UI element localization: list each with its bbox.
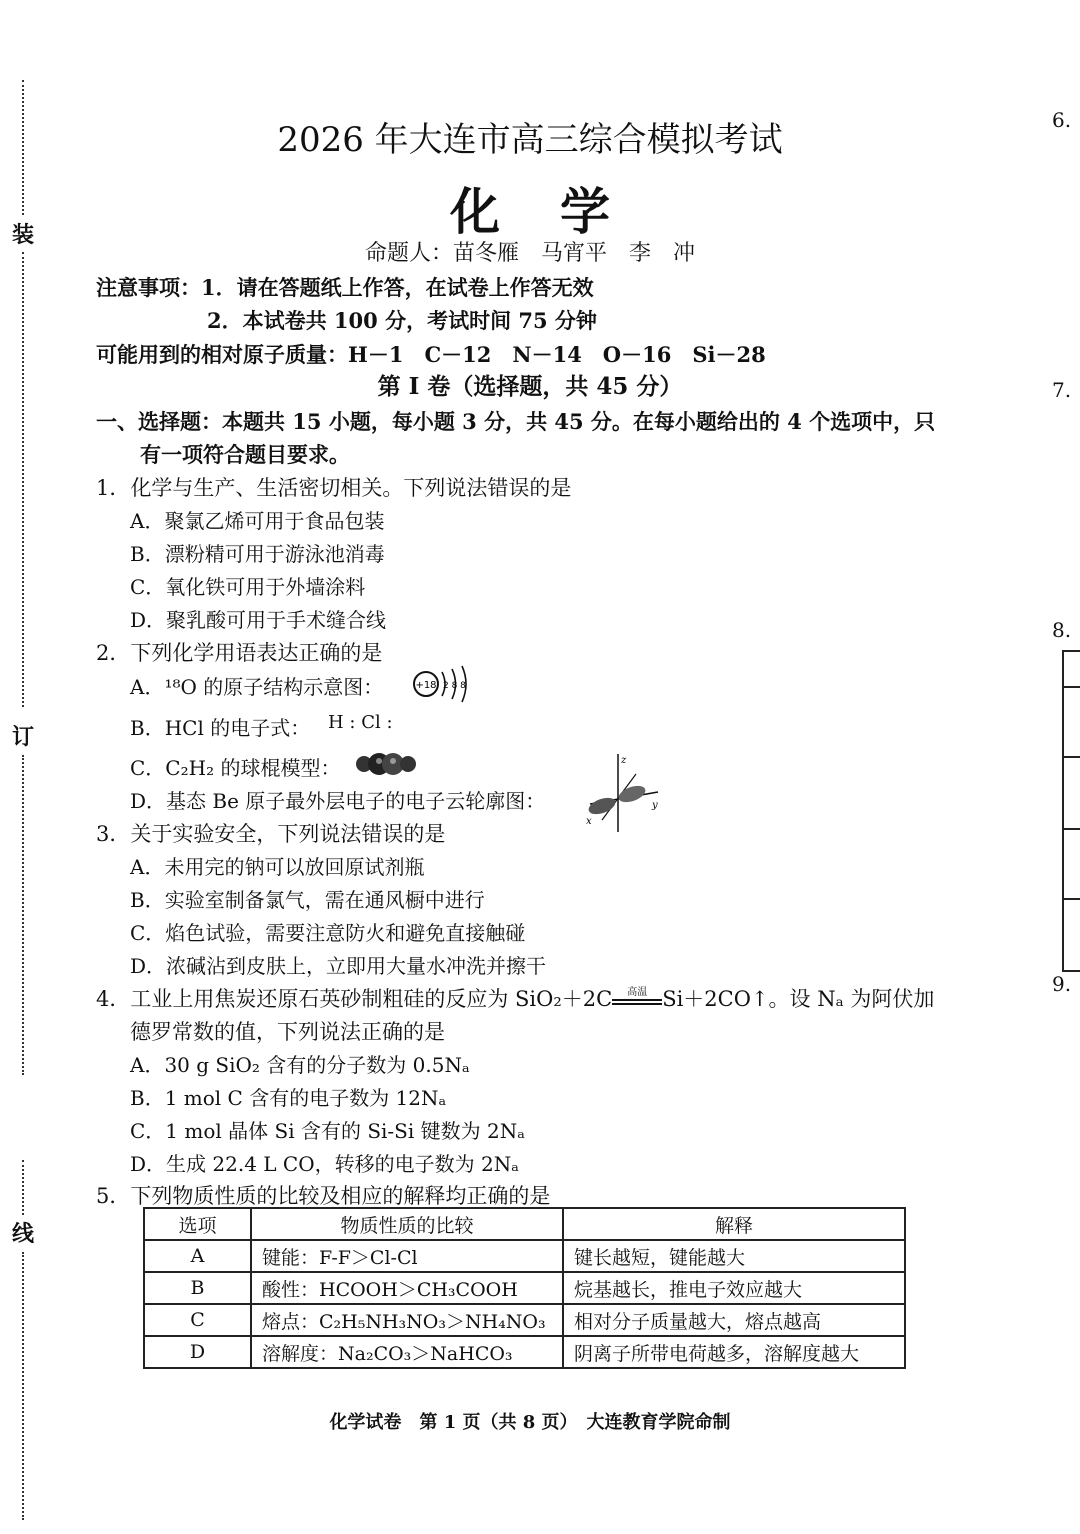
q4-option-d: D．生成 22.4 L CO，转移的电子数为 2Nₐ xyxy=(130,1152,519,1176)
shell-electrons: 2 8 8 xyxy=(443,681,466,691)
q4-stem-start: 4．工业上用焦炭还原石英砂制粗硅的反应为 SiO₂＋2C xyxy=(96,987,613,1011)
hcl-electron-formula: H : Cl : xyxy=(328,712,393,733)
row-option: A xyxy=(144,1240,251,1272)
row-explanation: 阴离子所带电荷越多，溶解度越大 xyxy=(563,1336,905,1368)
q3-option-b: B．实验室制备氯气，需在通风橱中进行 xyxy=(130,888,485,912)
page-footer: 化学试卷 第 1 页（共 8 页） 大连教育学院命制 xyxy=(329,1412,731,1433)
reaction-arrow xyxy=(612,986,662,1005)
table-header-row xyxy=(144,1208,905,1240)
binding-char-zhuang: 装 xyxy=(12,222,35,248)
binding-dotted-line xyxy=(22,1160,24,1215)
q1-option-d: D．聚乳酸可用于手术缝合线 xyxy=(130,608,387,632)
next-page-q9-number: 9. xyxy=(1052,972,1072,996)
binding-char-xian: 线 xyxy=(12,1221,35,1247)
axis-label-y: y xyxy=(652,800,658,811)
binding-char-ding: 订 xyxy=(12,724,35,750)
axis-label-z: z xyxy=(621,755,627,766)
ball-stick-model xyxy=(355,750,417,778)
q4-stem-line-1 xyxy=(96,983,934,1013)
row-comparison: 熔点：C₂H₅NH₃NO₃＞NH₄NO₃ xyxy=(251,1304,563,1336)
table-row xyxy=(144,1272,905,1304)
q3-option-a: A．未用完的钠可以放回原试剂瓶 xyxy=(130,855,425,879)
q3-option-c: C．焰色试验，需要注意防火和避免直接触碰 xyxy=(130,921,526,945)
next-page-q8-number: 8. xyxy=(1052,618,1072,642)
row-comparison: 酸性：HCOOH＞CH₃COOH xyxy=(251,1272,563,1304)
authors: 命题人：苗冬雁 马宵平 李 冲 xyxy=(364,241,695,266)
subject-title: 化学 xyxy=(450,182,670,241)
q2-option-a: A．¹⁸O 的原子结构示意图： xyxy=(130,675,384,699)
q1-stem: 1．化学与生产、生活密切相关。下列说法错误的是 xyxy=(96,476,572,500)
atomic-structure-diagram xyxy=(410,664,480,704)
note-2: 2．本试卷共 100 分，考试时间 75 分钟 xyxy=(207,308,597,333)
q5-stem: 5．下列物质性质的比较及相应的解释均正确的是 xyxy=(96,1184,551,1208)
binding-dotted-line xyxy=(22,755,24,1075)
axis-label-x: x xyxy=(586,816,592,827)
instructions-line-1: 一、选择题：本题共 15 小题，每小题 3 分，共 45 分。在每小题给出的 4 个选项中，只 xyxy=(96,409,936,434)
q5-table xyxy=(143,1207,906,1369)
q2-stem: 2．下列化学用语表达正确的是 xyxy=(96,641,383,665)
q2-option-c: C．C₂H₂ 的球棍模型： xyxy=(130,756,341,780)
q2-option-b: B．HCl 的电子式： xyxy=(130,716,311,740)
row-explanation: 键长越短，键能越大 xyxy=(563,1240,905,1272)
p-orbital-diagram xyxy=(582,752,664,834)
exam-title: 2026 年大连市高三综合模拟考试 xyxy=(277,120,783,160)
binding-dotted-line xyxy=(22,1252,24,1520)
header-option: 选项 xyxy=(144,1208,251,1240)
section-heading: 第 I 卷（选择题，共 45 分） xyxy=(377,373,683,400)
q1-option-c: C．氧化铁可用于外墙涂料 xyxy=(130,575,366,599)
row-explanation: 相对分子质量越大，熔点越高 xyxy=(563,1304,905,1336)
table-row xyxy=(144,1336,905,1368)
instructions-line-2: 有一项符合题目要求。 xyxy=(140,442,350,467)
q1-option-a: A．聚氯乙烯可用于食品包装 xyxy=(130,509,385,533)
table-row xyxy=(144,1240,905,1272)
row-option: B xyxy=(144,1272,251,1304)
q4-stem-line-2: 德罗常数的值，下列说法正确的是 xyxy=(130,1020,445,1044)
row-comparison: 键能：F-F＞Cl-Cl xyxy=(251,1240,563,1272)
next-page-q6-number: 6. xyxy=(1052,108,1072,132)
q2-option-d: D．基态 Be 原子最外层电子的电子云轮廓图： xyxy=(130,789,546,813)
atomic-masses: 可能用到的相对原子质量：H－1 C－12 N－14 O－16 Si－28 xyxy=(96,342,766,367)
note-1: 注意事项：1．请在答题纸上作答，在试卷上作答无效 xyxy=(96,275,594,300)
q3-option-d: D．浓碱沾到皮肤上，立即用大量水冲洗并擦干 xyxy=(130,954,547,978)
binding-dotted-line xyxy=(22,252,24,707)
q4-stem-end: Si＋2CO↑。设 Nₐ 为阿伏加 xyxy=(662,987,935,1011)
row-comparison: 溶解度：Na₂CO₃＞NaHCO₃ xyxy=(251,1336,563,1368)
header-explanation: 解释 xyxy=(563,1208,905,1240)
q4-option-c: C．1 mol 晶体 Si 含有的 Si-Si 键数为 2Nₐ xyxy=(130,1119,525,1143)
table-row xyxy=(144,1304,905,1336)
reaction-condition: 高温 xyxy=(627,986,648,998)
next-page-q7-number: 7. xyxy=(1052,378,1072,402)
nucleus-label: +18 xyxy=(415,680,437,691)
row-option: D xyxy=(144,1336,251,1368)
row-option: C xyxy=(144,1304,251,1336)
q1-option-b: B．漂粉精可用于游泳池消毒 xyxy=(130,542,385,566)
q3-stem: 3．关于实验安全，下列说法错误的是 xyxy=(96,822,446,846)
header-comparison: 物质性质的比较 xyxy=(251,1208,563,1240)
row-explanation: 烷基越长，推电子效应越大 xyxy=(563,1272,905,1304)
q4-option-a: A．30 g SiO₂ 含有的分子数为 0.5Nₐ xyxy=(130,1053,470,1077)
next-page-table-edge xyxy=(1062,650,1080,972)
q4-option-b: B．1 mol C 含有的电子数为 12Nₐ xyxy=(130,1086,447,1110)
